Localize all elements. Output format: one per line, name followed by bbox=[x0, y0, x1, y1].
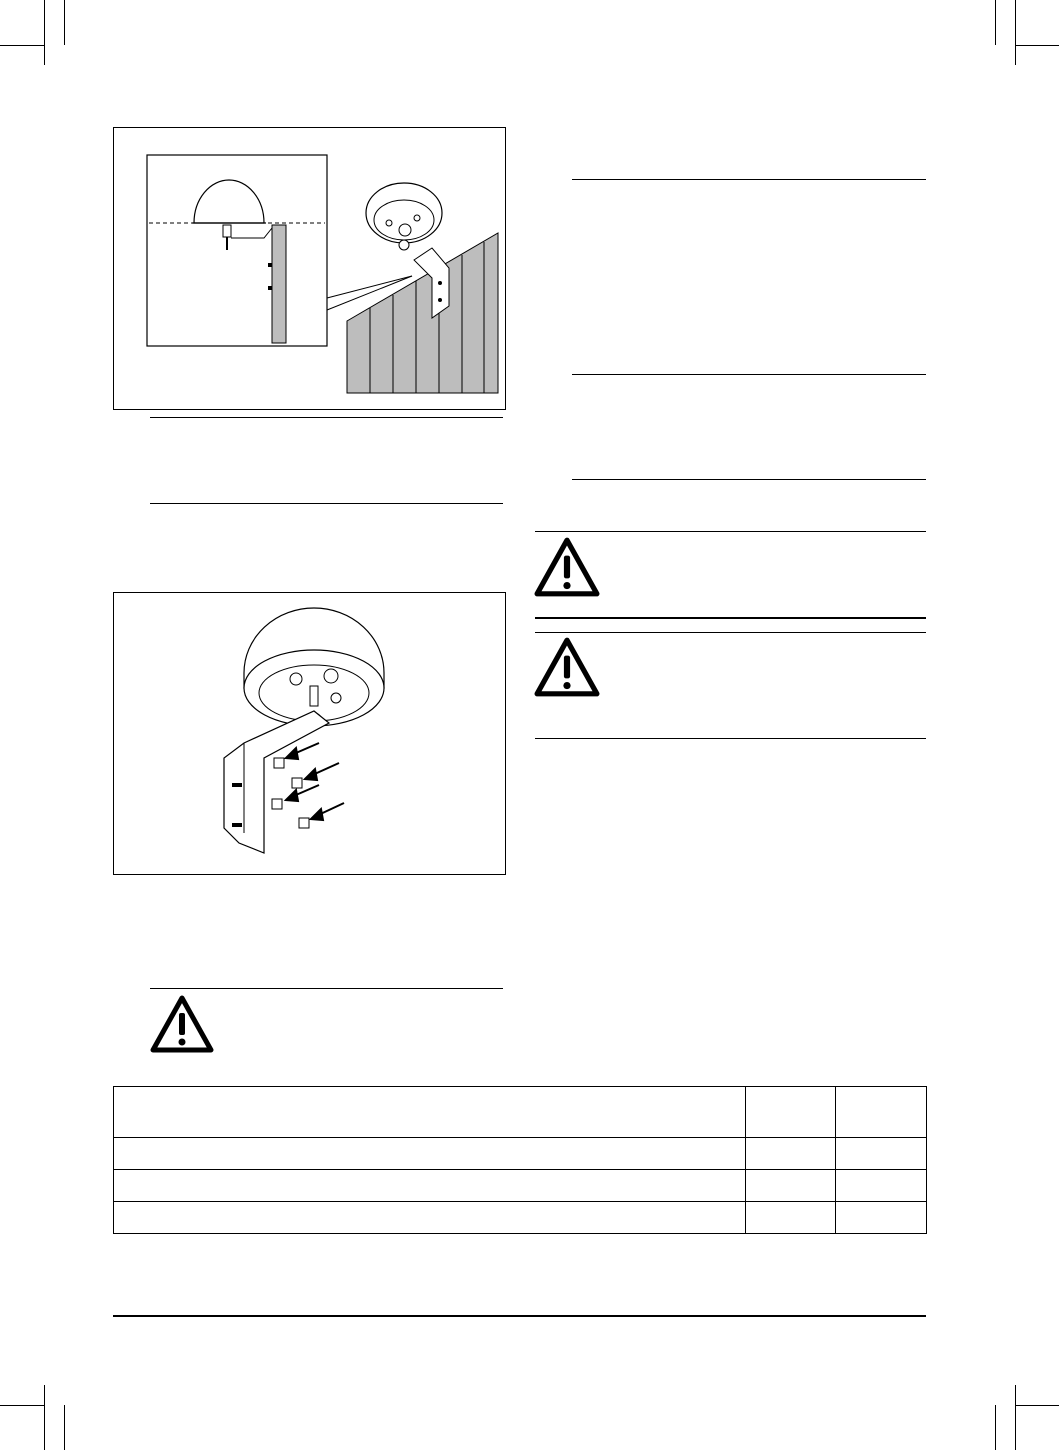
warning-triangle-icon bbox=[150, 995, 214, 1053]
antenna-bracket-screws-illustration bbox=[114, 593, 504, 873]
warning-rule-left bbox=[150, 988, 503, 989]
right-rule-1 bbox=[572, 179, 926, 180]
antenna-wall-mount-illustration bbox=[114, 128, 504, 408]
table-row bbox=[114, 1138, 927, 1170]
right-rule-3 bbox=[572, 479, 926, 480]
warning-triangle-icon bbox=[534, 537, 600, 597]
table-cell bbox=[836, 1202, 927, 1234]
table-row bbox=[114, 1087, 927, 1138]
warning-rule-right-1-top bbox=[535, 531, 926, 532]
table-cell bbox=[746, 1202, 836, 1234]
right-rule-2 bbox=[572, 374, 926, 375]
table-cell bbox=[836, 1138, 927, 1170]
note-rule-top bbox=[150, 417, 503, 418]
warning-rule-right-2-top bbox=[535, 632, 926, 633]
table-cell bbox=[114, 1087, 746, 1138]
note-rule-bottom bbox=[150, 503, 503, 504]
footer-rule bbox=[113, 1315, 926, 1317]
warning-rule-right-1-bottom bbox=[535, 617, 926, 619]
figure-bracket-screws bbox=[113, 592, 506, 875]
table-cell bbox=[114, 1170, 746, 1202]
table-row bbox=[114, 1170, 927, 1202]
warning-rule-right-2-bottom bbox=[535, 738, 926, 739]
table-cell bbox=[746, 1138, 836, 1170]
table-cell bbox=[746, 1170, 836, 1202]
table-cell bbox=[114, 1202, 746, 1234]
table-cell bbox=[114, 1138, 746, 1170]
warning-triangle-icon bbox=[534, 637, 600, 697]
table-cell bbox=[836, 1170, 927, 1202]
table-cell bbox=[746, 1087, 836, 1138]
table-cell bbox=[836, 1087, 927, 1138]
figure-wall-mount bbox=[113, 127, 506, 410]
spec-table bbox=[113, 1086, 927, 1234]
table-row bbox=[114, 1202, 927, 1234]
